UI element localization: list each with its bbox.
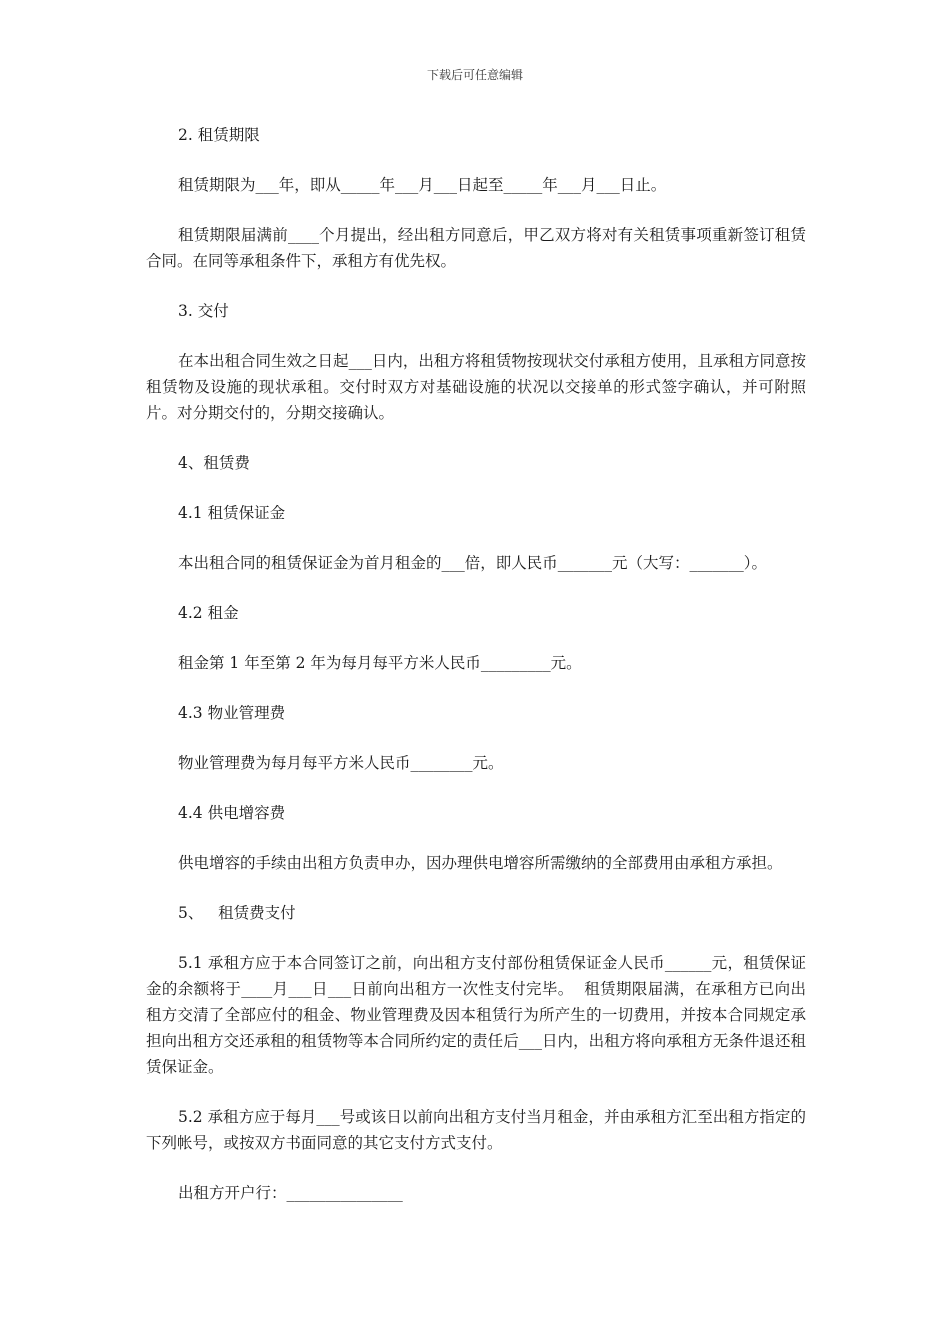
- section-4-1-title: 4.1 租赁保证金: [178, 504, 286, 522]
- section-4-3-paragraph: 物业管理费为每月每平方米人民币________元。: [178, 754, 504, 772]
- section-5-1-paragraph: 5.1 承租方应于本合同签订之前，向出租方支付部份租赁保证金人民币______元，租赁保证金的余额将于____月___日___日前向出租方一次性支付完毕。 租赁期限届满，在承租方已向出租方交清了全部应付的租金、物业管理费及因本租赁行为所产生的一切费用，并按本合同规定承担向出租方交还承租的租赁物等本合同所约定的责任后___日内，出租方将向承租方无条件退还租赁保证金。: [146, 954, 806, 1076]
- section-2-paragraph-1: 租赁期限为___年，即从_____年___月___日起至_____年___月___日止。: [178, 176, 667, 194]
- section-4-4-paragraph: 供电增容的手续由出租方负责申办，因办理供电增容所需缴纳的全部费用由承租方承担。: [178, 854, 783, 872]
- section-4-4-title: 4.4 供电增容费: [178, 804, 286, 822]
- section-4-1-paragraph: 本出租合同的租赁保证金为首月租金的___倍，即人民币_______元（大写：_______）。: [178, 554, 768, 572]
- section-4-title: 4、租赁费: [178, 454, 250, 472]
- section-3-title: 3. 交付: [178, 302, 229, 320]
- section-4-2-title: 4.2 租金: [178, 604, 239, 622]
- section-3-paragraph-1: 在本出租合同生效之日起___日内，出租方将租赁物按现状交付承租方使用，且承租方同意按租赁物及设施的现状承租。交付时双方对基础设施的状况以交接单的形式签字确认，并可附照片。对分期交付的，分期交接确认。: [146, 352, 806, 422]
- section-5-2-paragraph: 5.2 承租方应于每月___号或该日以前向出租方支付当月租金，并由承租方汇至出租方指定的下列帐号，或按双方书面同意的其它支付方式支付。: [146, 1108, 806, 1152]
- section-5-title: 5、 租赁费支付: [178, 904, 296, 922]
- section-2-title: 2. 租赁期限: [178, 126, 260, 144]
- section-2-paragraph-2: 租赁期限届满前____个月提出，经出租方同意后，甲乙双方将对有关租赁事项重新签订租赁合同。在同等承租条件下，承租方有优先权。: [146, 226, 806, 270]
- section-4-2-paragraph: 租金第 1 年至第 2 年为每月每平方米人民币_________元。: [178, 654, 582, 672]
- header-note: 下载后可任意编辑: [426, 68, 523, 82]
- section-4-3-title: 4.3 物业管理费: [178, 704, 286, 722]
- lessor-bank-line: 出租方开户行：_______________: [178, 1184, 403, 1202]
- document-body: [146, 122, 806, 1206]
